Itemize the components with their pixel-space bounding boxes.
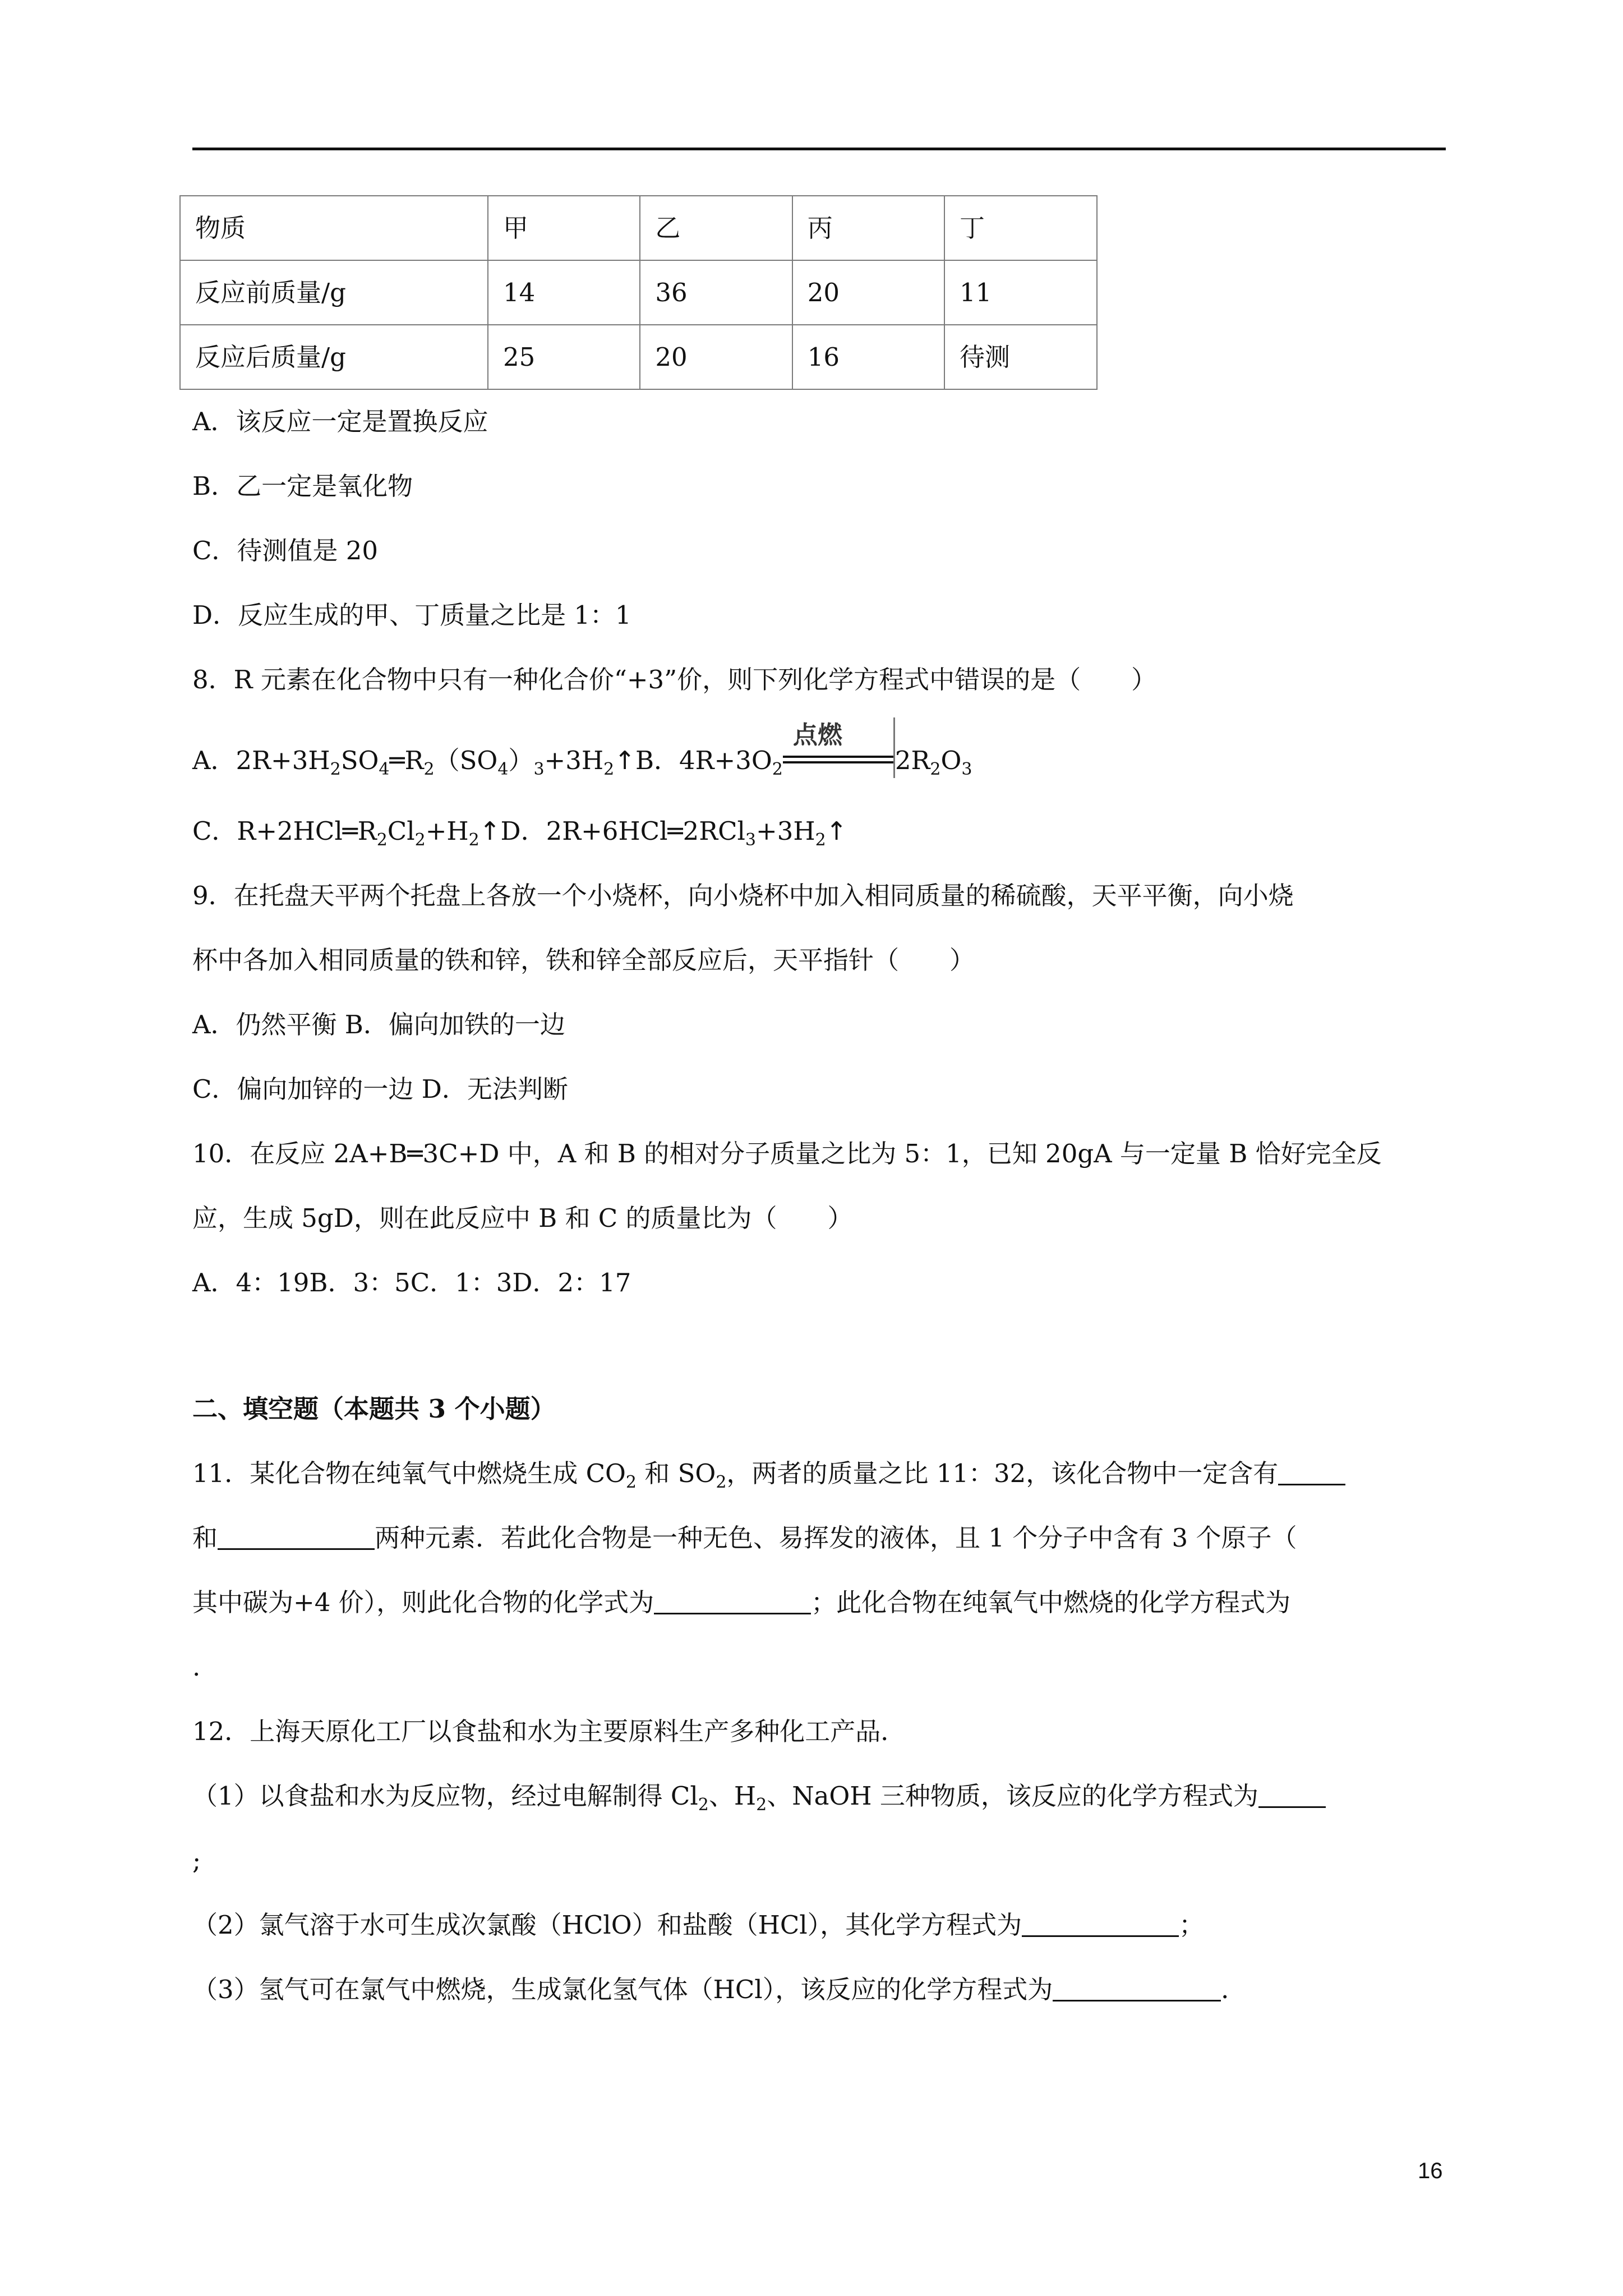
q12-part2: （2）氯气溶于水可生成次氯酸（HClO）和盐酸（HCl），其化学方程式为 ； (192, 1910, 1205, 1940)
answer-blank[interactable] (654, 1590, 811, 1614)
mass-table (179, 195, 1098, 390)
answer-blank[interactable] (218, 1526, 375, 1550)
q9-line1: 9．在托盘天平两个托盘上各放一个小烧杯，向小烧杯中加入相同质量的稀硫酸，天平平衡，向小烧 (192, 881, 1294, 910)
answer-blank[interactable] (1258, 1784, 1326, 1808)
q12-stem: 12．上海天原化工厂以食盐和水为主要原料生产多种化工产品． (192, 1717, 906, 1746)
table-row (180, 196, 1097, 260)
table-cell: 11 (944, 260, 1097, 325)
q12-part3: （3）氢气可在氯气中燃烧，生成氯化氢气体（HCl），该反应的化学方程式为 ． (192, 1975, 1247, 2004)
reaction-condition: 点燃 (783, 743, 895, 777)
header-rule (192, 148, 1446, 150)
table-cell: 物质 (180, 196, 488, 260)
q7-option-d: D．反应生成的甲、丁质量之比是 1：1 (192, 600, 631, 630)
q9-line2: 杯中各加入相同质量的铁和锌，铁和锌全部反应后，天平指针（ ） (192, 945, 975, 975)
q7-option-a: A．该反应一定是置换反应 (192, 407, 488, 436)
table-cell: 16 (792, 325, 944, 389)
table-cell: 14 (488, 260, 640, 325)
q7-option-c: C．待测值是 20 (192, 536, 378, 565)
table-cell: 丁 (944, 196, 1097, 260)
answer-blank[interactable] (1278, 1461, 1345, 1485)
q12-part1-tail: ; (192, 1846, 201, 1875)
q10-line1: 10．在反应 2A+B═3C+D 中，A 和 B 的相对分子质量之比为 5：1，已知 20gA 与一定量 B 恰好完全反 (192, 1139, 1382, 1168)
q7-option-b: B．乙一定是氧化物 (192, 471, 413, 501)
q11-line3: 其中碳为+4 价），则此化合物的化学式为 ；此化合物在纯氧气中燃烧的化学方程式为 (192, 1588, 1291, 1617)
page-number: 16 (1418, 2159, 1443, 2183)
q9-options-ab: A．仍然平衡 B．偏向加铁的一边 (192, 1010, 565, 1039)
q11-line4: . (192, 1652, 201, 1682)
table-cell: 反应后质量/g (180, 325, 488, 389)
q10-options: A．4：19B．3：5C．1：3D．2：17 (192, 1268, 631, 1297)
answer-blank[interactable] (1022, 1913, 1179, 1937)
table-cell: 25 (488, 325, 640, 389)
q11-line2: 和 两种元素．若此化合物是一种无色、易挥发的液体，且 1 个分子中含有 3 个原子（ (192, 1523, 1297, 1553)
table-cell: 乙 (640, 196, 792, 260)
table-row (180, 260, 1097, 325)
q12-part1: （1）以食盐和水为反应物，经过电解制得 $Cl_2$、$H_2$、NaOH 三种物质，该反应的化学方程式为 (192, 1781, 1326, 1811)
q11-line1: 11．某化合物在纯氧气中燃烧生成 $CO_2$ 和 $SO_2$，两者的质量之比 11：32，该化合物中一定含有 (192, 1458, 1345, 1489)
section-title: 二、填空题（本题共 3 个小题） (192, 1394, 556, 1424)
table-cell: 反应前质量/g (180, 260, 488, 325)
q8-stem: 8．R 元素在化合物中只有一种化合价“+3”价，则下列化学方程式中错误的是（ ） (192, 665, 1157, 694)
table-cell: 丙 (792, 196, 944, 260)
table-row (180, 325, 1097, 389)
table-cell: 甲 (488, 196, 640, 260)
table-cell: 20 (792, 260, 944, 325)
q8-options-cd: C．$R+2HCl═R_2Cl_2+H_2↑D$．$2R+6HCl═2RCl_3+3H_2↑$ (192, 816, 847, 850)
q8-options-ab: A．$2R+3H_2SO_4═R_2(SO_4)_3+3H_2↑B$．$4R+3O_2$ 点燃 $2R_2O_3$ (192, 743, 972, 777)
table-cell: 待测 (944, 325, 1097, 389)
q10-line2: 应，生成 5gD，则在此反应中 B 和 C 的质量比为（ ） (192, 1203, 853, 1233)
table-cell: 20 (640, 325, 792, 389)
answer-blank[interactable] (1053, 1977, 1221, 2001)
table-cell: 36 (640, 260, 792, 325)
q9-options-cd: C．偏向加锌的一边 D．无法判断 (192, 1074, 568, 1104)
